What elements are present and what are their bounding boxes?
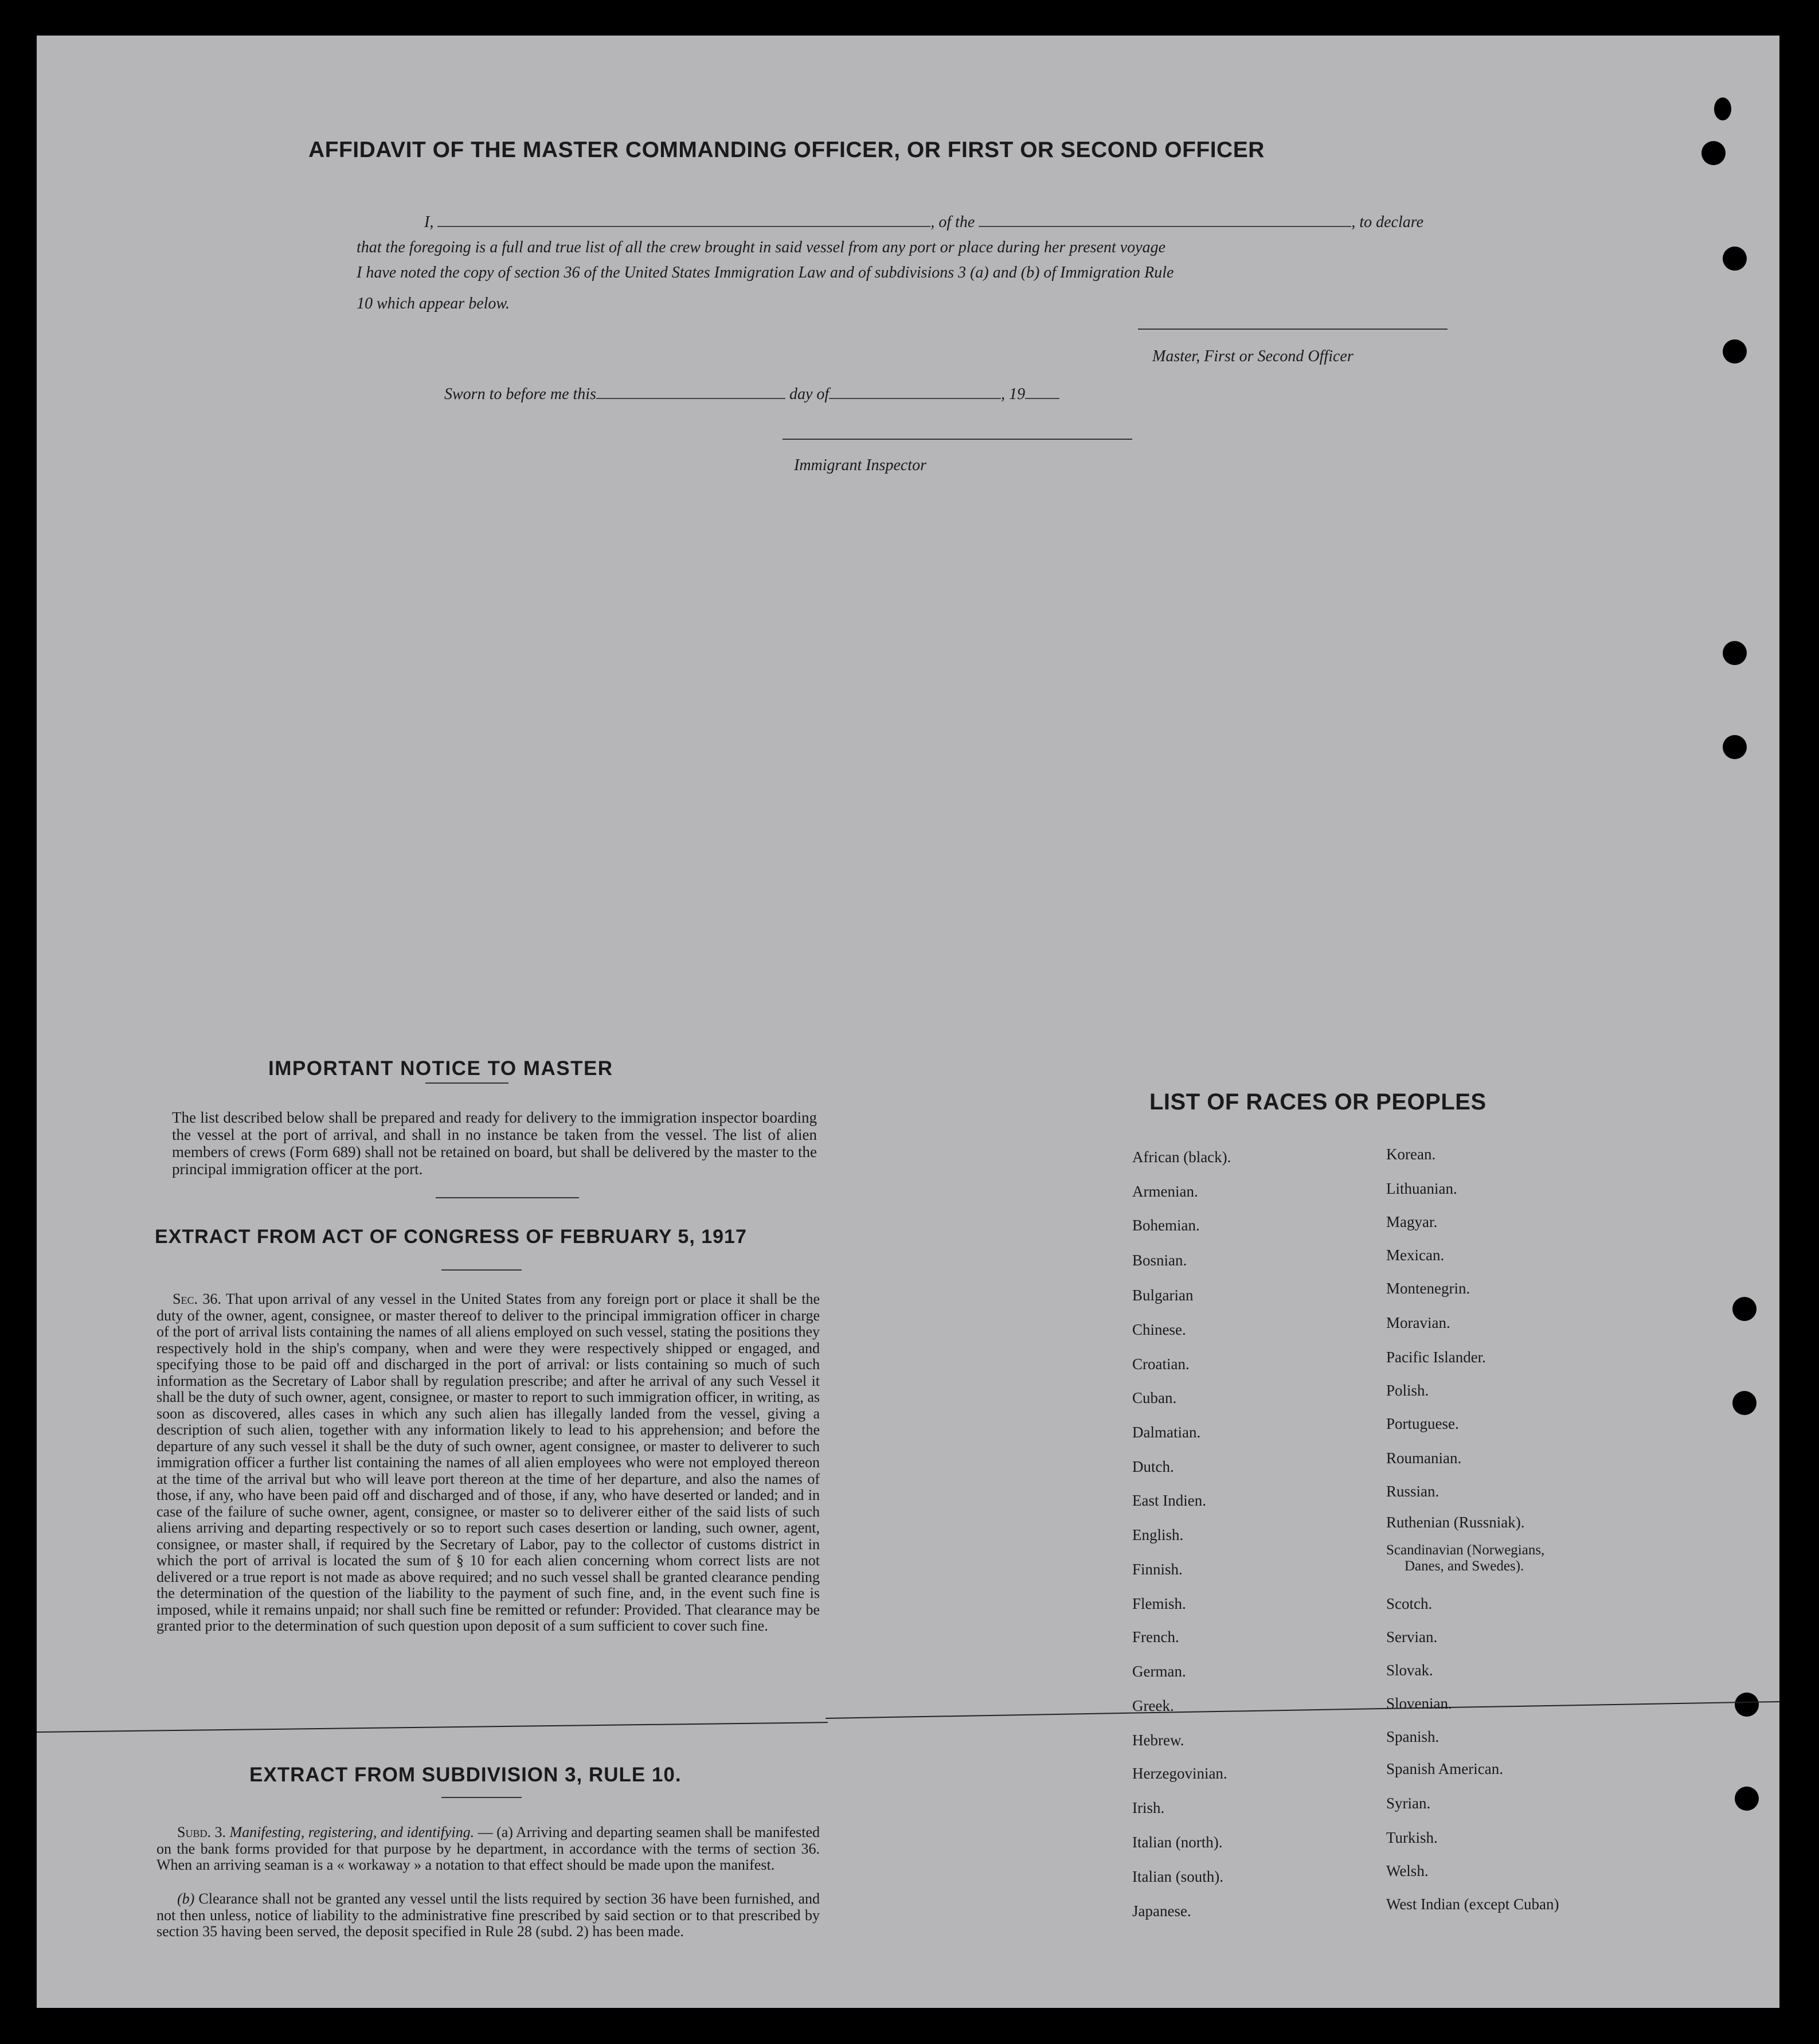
vessel-blank[interactable]	[979, 226, 1351, 227]
race-item: Italian (south).	[1132, 1868, 1223, 1885]
race-item: Greek.	[1132, 1697, 1174, 1714]
race-item: German.	[1132, 1663, 1186, 1680]
race-item: Magyar.	[1386, 1213, 1438, 1230]
punch-hole	[1701, 141, 1726, 165]
month-blank[interactable]	[829, 398, 1001, 399]
rule-para-a	[157, 1824, 820, 1874]
race-item: Armenian.	[1132, 1183, 1198, 1200]
rule-para-a-text: — (a) Arriving and departing seamen shall be manifested on the bank forms provided for that purpose by he department, in accordance with the terms of section 36. When an arriving seaman is a « workaway » a notation to that effect should be made upon the manifest.	[157, 1824, 820, 1873]
race-item: Cuban.	[1132, 1389, 1177, 1406]
race-item: Dalmatian.	[1132, 1424, 1201, 1441]
sworn-line	[444, 385, 1059, 404]
race-item: West Indian (except Cuban)	[1386, 1896, 1559, 1913]
punch-hole	[1723, 735, 1747, 759]
rule-para-b-lead: (b)	[177, 1890, 195, 1907]
year-blank[interactable]	[1025, 398, 1059, 399]
name-blank[interactable]	[437, 226, 930, 227]
punch-hole	[1723, 247, 1747, 271]
race-item: Syrian.	[1386, 1795, 1431, 1812]
race-item: Portuguese.	[1386, 1415, 1459, 1432]
race-item: Turkish.	[1386, 1829, 1438, 1846]
inspector-label: Immigrant Inspector	[794, 456, 926, 474]
rule-subd-title: Manifesting, registering, and identifying.	[229, 1824, 475, 1840]
divider	[441, 1269, 522, 1271]
race-item: Croatian.	[1132, 1355, 1190, 1373]
punch-hole	[1714, 97, 1731, 120]
race-item: Scotch.	[1386, 1595, 1433, 1612]
notice-body: The list described below shall be prepared and ready for delivery to the immigration inspector boarding the vessel at the port of arrival, and shall in no instance be taken from the vessel. The list of alien members of crews (Form 689) shall not be retained on board, but shall be delivered by the master to the principal immigration officer at the port.	[172, 1109, 817, 1178]
race-item: East Indien.	[1132, 1492, 1206, 1509]
rule-para-b	[157, 1891, 820, 1940]
race-item: Hebrew.	[1132, 1732, 1184, 1749]
inspector-signature-line[interactable]	[783, 439, 1132, 440]
races-title: LIST OF RACES OR PEOPLES	[1149, 1089, 1487, 1115]
race-item: Polish.	[1386, 1382, 1429, 1399]
race-item: Moravian.	[1386, 1314, 1450, 1331]
race-item: Chinese.	[1132, 1321, 1186, 1338]
race-item: Italian (north).	[1132, 1834, 1223, 1851]
sworn-text: Sworn to before me this	[444, 385, 596, 403]
race-item: Slovak.	[1386, 1662, 1433, 1679]
notice-title	[268, 1057, 613, 1080]
race-item: Montenegrin.	[1386, 1280, 1470, 1297]
race-item: Japanese.	[1132, 1902, 1191, 1920]
punch-hole	[1735, 1693, 1759, 1717]
year-prefix: , 19	[1001, 385, 1026, 403]
race-item: Welsh.	[1386, 1862, 1429, 1879]
signature-line[interactable]	[1138, 329, 1448, 330]
rule-title: EXTRACT FROM SUBDIVISION 3, RULE 10.	[249, 1764, 682, 1786]
race-item: Scandinavian (Norwegians,	[1386, 1542, 1545, 1558]
punch-hole	[1732, 1391, 1757, 1415]
race-item: Roumanian.	[1386, 1449, 1462, 1467]
day-blank[interactable]	[596, 398, 785, 399]
affidavit-to-declare: , to declare	[1351, 213, 1424, 231]
race-item: Dutch.	[1132, 1458, 1174, 1475]
punch-hole	[1723, 641, 1747, 665]
affidavit-line-4: 10 which appear below.	[357, 295, 510, 312]
divider	[441, 1797, 522, 1798]
rule-para-b-text: Clearance shall not be granted any vessel until the lists required by section 36 have been furnished, and not then unless, notice of liability to the administrative fine prescribed by said section or to that prescribed by section 35 having been served, the deposit specified in Rule 28 (subd. 2) has been made.	[157, 1890, 820, 1940]
document-page	[37, 36, 1779, 2008]
race-item: Finnish.	[1132, 1561, 1183, 1578]
punch-hole	[1723, 339, 1747, 364]
race-item: Mexican.	[1386, 1246, 1445, 1264]
affidavit-i: I,	[424, 213, 434, 231]
race-item: Bulgarian	[1132, 1287, 1194, 1304]
act-section-label: Sec. 36.	[173, 1291, 221, 1307]
race-item: French.	[1132, 1628, 1179, 1646]
race-item: African (black).	[1132, 1148, 1231, 1166]
act-body-text: That upon arrival of any vessel in the United States from any foreign port or place it shall be the duty of the owner, agent, consignee, or master thereof to deliver to the principal immigration officer in charge of the port of arrival lists containing the names of all aliens employed on such vessel, stating the positions they respectively hold in the ship's company, when and were they were respectively shipped or engaged, and specifying those to be paid off and discharged in the port of arrival: or lists containing so much of such information as the Secretary of Labor shall by regulation prescribe; and after he arrival of any such Vessel it shall be the duty of such owner, agent, consignee, or master to report to such immigration officer, in writing, as soon as discovered, alles cases in which any such alien has illegally landed from the vessel, giving a description of such alien, together with any information likely to lead to his apprehension; and before the departure of any such vessel it shall be the duty of such owner, agent consignee, or master to deliverer to such immigration officer a further list containing the names of all alien employees who were not employed thereon at the time of the arrival but who will leave port thereon at the time of her departure, and also the names of those, if any, who have been paid off and discharged and of those, if any, who have deserted or landed; and in case of the failure of suche owner, agent, consignee, or master so to deliverer either of the said lists of such aliens arriving and departing respectively or so to report such cases desertion or landing, such owner, agent, consignee, or master shall, if required by the Secretary of Labor, pay to the collector of customs district in which the port of arrival is located the sum of § 10 for each alien concerning whom correct lists are not delivered or a true report is not made as above required; and no such vessel shall be granted clearance pending the determination of the question of the liability to the payment of such fine, and, in the event such fine is imposed, while it remains unpaid; nor shall such fine be remitted or refunder: Provided. That clearance may be granted prior to the determination of such question upon deposit of a sum sufficient to cover such fine.	[157, 1291, 820, 1634]
punch-hole	[1732, 1297, 1757, 1321]
race-item: English.	[1132, 1526, 1184, 1543]
race-item: Servian.	[1386, 1628, 1438, 1646]
notice-title-underline	[425, 1082, 508, 1084]
affidavit-line-2: that the foregoing is a full and true list of all the crew brought in said vessel from any port or place during her present voyage	[357, 239, 1166, 256]
rule-subd-label: Subd. 3.	[177, 1824, 226, 1840]
race-item: Irish.	[1132, 1799, 1165, 1816]
race-item: Russian.	[1386, 1483, 1439, 1500]
punch-hole	[1735, 1787, 1759, 1811]
race-item: Lithuanian.	[1386, 1180, 1457, 1197]
race-item: Spanish.	[1386, 1728, 1439, 1745]
affidavit-of-the: , of the	[930, 213, 975, 231]
affidavit-title: AFFIDAVIT OF THE MASTER COMMANDING OFFICER, OR FIRST OR SECOND OFFICER	[308, 138, 1265, 162]
race-item: Danes, and Swedes).	[1405, 1558, 1524, 1574]
race-item: Pacific Islander.	[1386, 1349, 1486, 1366]
race-item: Herzegovinian.	[1132, 1765, 1227, 1782]
race-item: Flemish.	[1132, 1595, 1186, 1612]
race-item: Bosnian.	[1132, 1252, 1187, 1269]
act-title: EXTRACT FROM ACT OF CONGRESS OF FEBRUARY 5, 1917	[155, 1226, 747, 1248]
signature-label: Master, First or Second Officer	[1152, 347, 1354, 365]
day-of-text: day of	[789, 385, 830, 403]
act-body	[157, 1291, 820, 1635]
affidavit-line-3: I have noted the copy of section 36 of the United States Immigration Law and of subdivisions 3 (a) and (b) of Immigration Rule	[357, 264, 1174, 282]
affidavit-line-1	[424, 213, 1423, 232]
divider	[436, 1197, 579, 1198]
race-item: Bohemian.	[1132, 1217, 1200, 1234]
race-item: Ruthenian (Russniak).	[1386, 1514, 1525, 1531]
race-item: Slovenian.	[1386, 1695, 1452, 1712]
notice-title-text: IMPORTANT NOTICE TO MASTER	[268, 1057, 613, 1080]
race-item: Korean.	[1386, 1146, 1436, 1163]
race-item: Spanish American.	[1386, 1760, 1503, 1777]
